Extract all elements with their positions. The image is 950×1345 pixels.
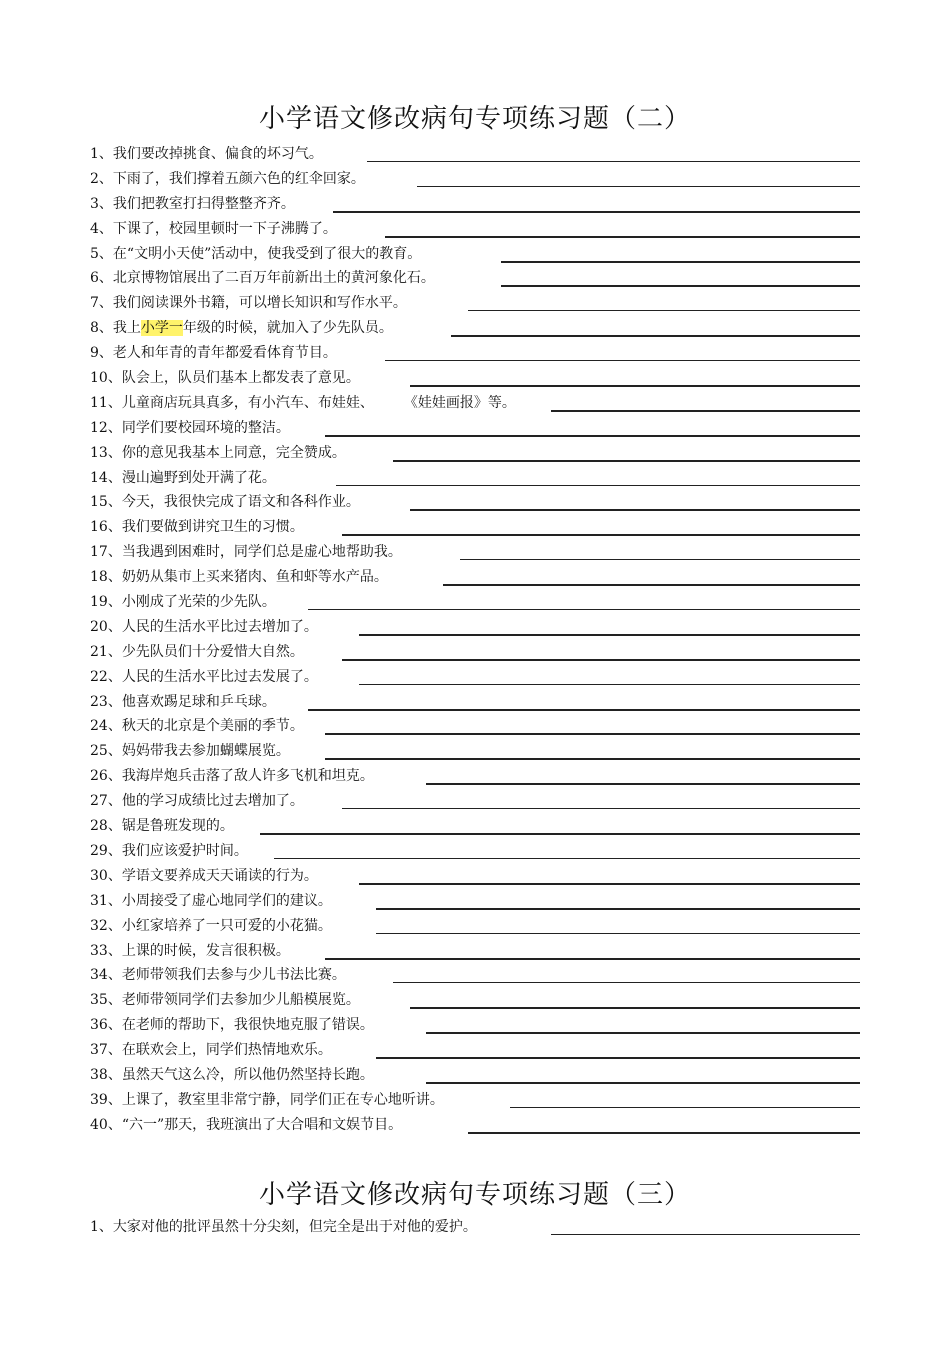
exercise-item: [90, 640, 860, 665]
answer-line[interactable]: [376, 908, 860, 910]
exercise-item: [90, 316, 860, 341]
section-2-exercise-list: [90, 142, 860, 1138]
answer-line[interactable]: [426, 1082, 860, 1084]
exercise-item: [90, 988, 860, 1013]
answer-line[interactable]: [410, 509, 860, 511]
exercise-text: 1、我们要改掉挑食、偏食的坏习气。: [90, 146, 323, 162]
exercise-text: 23、他喜欢踢足球和乒乓球。: [90, 693, 276, 710]
exercise-text: 21、少先队员们十分爱惜大自然。: [90, 643, 304, 660]
answer-line[interactable]: [468, 310, 860, 311]
exercise-text: 26、我海岸炮兵击落了敌人许多飞机和坦克。: [90, 768, 374, 785]
answer-line[interactable]: [417, 186, 860, 187]
exercise-item: [90, 789, 860, 814]
exercise-item: [90, 391, 860, 416]
answer-line[interactable]: [410, 1007, 860, 1009]
exercise-item: [90, 615, 860, 640]
exercise-text: 12、同学们要校园环境的整洁。: [90, 419, 290, 436]
exercise-text: 30、学语文要养成天天诵读的行为。: [90, 867, 318, 884]
exercise-item: [90, 341, 860, 366]
exercise-item: [90, 714, 860, 739]
answer-line[interactable]: [460, 559, 860, 560]
exercise-item: [90, 490, 860, 515]
exercise-item: [90, 590, 860, 615]
exercise-text: 35、老师带领同学们去参加少儿船模展览。: [90, 992, 360, 1009]
answer-line[interactable]: [359, 883, 860, 885]
exercise-item: [90, 963, 860, 988]
exercise-text: 32、小红家培养了一只可爱的小花猫。: [90, 917, 332, 934]
exercise-text: 16、我们要做到讲究卫生的习惯。: [90, 519, 304, 536]
section-2-title: 小学语文修改病句专项练习题（二）: [258, 104, 691, 134]
answer-line[interactable]: [308, 609, 860, 610]
answer-line[interactable]: [359, 684, 860, 685]
exercise-item: [90, 889, 860, 914]
exercise-item: [90, 441, 860, 466]
answer-line[interactable]: [426, 1032, 860, 1034]
exercise-text: 9、老人和年青的青年都爱看体育节目。: [90, 345, 337, 362]
exercise-text: 6、北京博物馆展出了二百万年前新出土的黄河象化石。: [90, 270, 435, 287]
exercise-item: [90, 665, 860, 690]
answer-line[interactable]: [501, 261, 860, 263]
exercise-item: [90, 1215, 860, 1240]
exercise-item: [90, 739, 860, 764]
exercise-text: 34、老师带领我们去参与少儿书法比赛。: [90, 967, 346, 984]
answer-line[interactable]: [342, 534, 860, 536]
exercise-text: 38、虽然天气这么冷，所以他仍然坚持长跑。: [90, 1066, 374, 1083]
exercise-text: 1、大家对他的批评虽然十分尖刻，但完全是出于对他的爱护。: [90, 1219, 477, 1235]
exercise-item: [90, 366, 860, 391]
exercise-item: [90, 914, 860, 939]
exercise-item: [90, 1113, 860, 1138]
exercise-item: [90, 466, 860, 491]
answer-line[interactable]: [308, 709, 860, 711]
section-3-exercise-list: [90, 1215, 860, 1240]
answer-line[interactable]: [451, 335, 860, 337]
exercise-text: 8、我上小学一年级的时候，就加入了少先队员。: [90, 320, 393, 337]
exercise-item: [90, 515, 860, 540]
answer-line[interactable]: [359, 634, 860, 636]
answer-line[interactable]: [333, 211, 860, 213]
answer-line[interactable]: [385, 236, 860, 238]
answer-line[interactable]: [426, 783, 860, 785]
exercise-text: 18、奶奶从集市上买来猪肉、鱼和虾等水产品。: [90, 569, 388, 586]
exercise-text: 5、在“文明小天使”活动中，使我受到了很大的教育。: [90, 245, 422, 262]
exercise-text: 39、上课了，教室里非常宁静，同学们正在专心地听讲。: [90, 1091, 444, 1108]
exercise-text: 20、人民的生活水平比过去增加了。: [90, 618, 318, 635]
exercise-text: 31、小周接受了虚心地同学们的建议。: [90, 892, 332, 909]
exercise-item: [90, 814, 860, 839]
exercise-item: [90, 217, 860, 242]
exercise-item: [90, 690, 860, 715]
exercise-item: [90, 242, 860, 267]
answer-line[interactable]: [410, 385, 860, 387]
exercise-text: 33、上课的时候，发言很积极。: [90, 942, 290, 959]
answer-line[interactable]: [325, 435, 860, 437]
exercise-text: 7、我们阅读课外书籍，可以增长知识和写作水平。: [90, 295, 407, 312]
exercise-item: [90, 416, 860, 441]
answer-line[interactable]: [325, 958, 860, 960]
exercise-text: 22、人民的生活水平比过去发展了。: [90, 668, 318, 685]
answer-line[interactable]: [551, 410, 860, 412]
exercise-item: [90, 864, 860, 889]
answer-line[interactable]: [325, 733, 860, 735]
exercise-text: 27、他的学习成绩比过去增加了。: [90, 793, 304, 810]
answer-line[interactable]: [376, 1057, 860, 1059]
exercise-item: [90, 1013, 860, 1038]
exercise-text: 15、今天，我很快完成了语文和各科作业。: [90, 494, 360, 511]
exercise-text: 4、下课了，校园里顿时一下子沸腾了。: [90, 220, 337, 237]
answer-line[interactable]: [260, 833, 860, 835]
answer-line[interactable]: [342, 659, 860, 661]
exercise-item: [90, 291, 860, 316]
answer-line[interactable]: [443, 584, 860, 586]
answer-line[interactable]: [342, 808, 860, 809]
exercise-text: 17、当我遇到困难时，同学们总是虚心地帮助我。: [90, 544, 402, 561]
exercise-item: [90, 540, 860, 565]
exercise-text: 37、在联欢会上，同学们热情地欢乐。: [90, 1042, 332, 1059]
answer-line[interactable]: [551, 1234, 860, 1235]
answer-line[interactable]: [376, 933, 860, 934]
exercise-text: 36、在老师的帮助下，我很快地克服了错误。: [90, 1017, 374, 1034]
answer-line[interactable]: [274, 858, 860, 859]
exercise-item: [90, 266, 860, 291]
answer-line[interactable]: [468, 1132, 860, 1134]
exercise-text: 2、下雨了，我们撑着五颜六色的红伞回家。: [90, 170, 365, 187]
answer-line[interactable]: [510, 1107, 860, 1108]
exercise-text: 19、小刚成了光荣的少先队。: [90, 594, 276, 611]
exercise-item: [90, 192, 860, 217]
exercise-item: [90, 565, 860, 590]
answer-line[interactable]: [393, 982, 860, 983]
answer-line[interactable]: [385, 360, 860, 361]
exercise-text: 40、“六一”那天，我班演出了大合唱和文娱节目。: [90, 1116, 403, 1133]
exercise-item: [90, 1088, 860, 1113]
exercise-item: [90, 939, 860, 964]
exercise-text: 10、队会上，队员们基本上都发表了意见。: [90, 370, 360, 387]
exercise-item: [90, 1063, 860, 1088]
answer-line[interactable]: [393, 460, 860, 462]
exercise-item: [90, 142, 860, 167]
answer-line[interactable]: [325, 758, 860, 760]
exercise-text: 11、儿童商店玩具真多，有小汽车、布娃娃、 《娃娃画报》等。: [90, 394, 516, 411]
answer-line[interactable]: [336, 485, 860, 486]
exercise-text: 13、你的意见我基本上同意，完全赞成。: [90, 444, 346, 461]
exercise-item: [90, 764, 860, 789]
answer-line[interactable]: [367, 161, 860, 162]
highlight-mark: 小学一: [140, 320, 183, 337]
exercise-text: 25、妈妈带我去参加蝴蝶展览。: [90, 743, 290, 760]
exercise-text: 3、我们把教室打扫得整整齐齐。: [90, 195, 295, 212]
exercise-item: [90, 167, 860, 192]
exercise-text: 14、漫山遍野到处开满了花。: [90, 469, 276, 486]
exercise-text: 29、我们应该爱护时间。: [90, 842, 248, 859]
exercise-text: 28、锯是鲁班发现的。: [90, 818, 234, 835]
exercise-item: [90, 839, 860, 864]
answer-line[interactable]: [501, 285, 860, 287]
section-3-title: 小学语文修改病句专项练习题（三）: [258, 1180, 691, 1210]
exercise-item: [90, 1038, 860, 1063]
exercise-text: 24、秋天的北京是个美丽的季节。: [90, 718, 304, 735]
